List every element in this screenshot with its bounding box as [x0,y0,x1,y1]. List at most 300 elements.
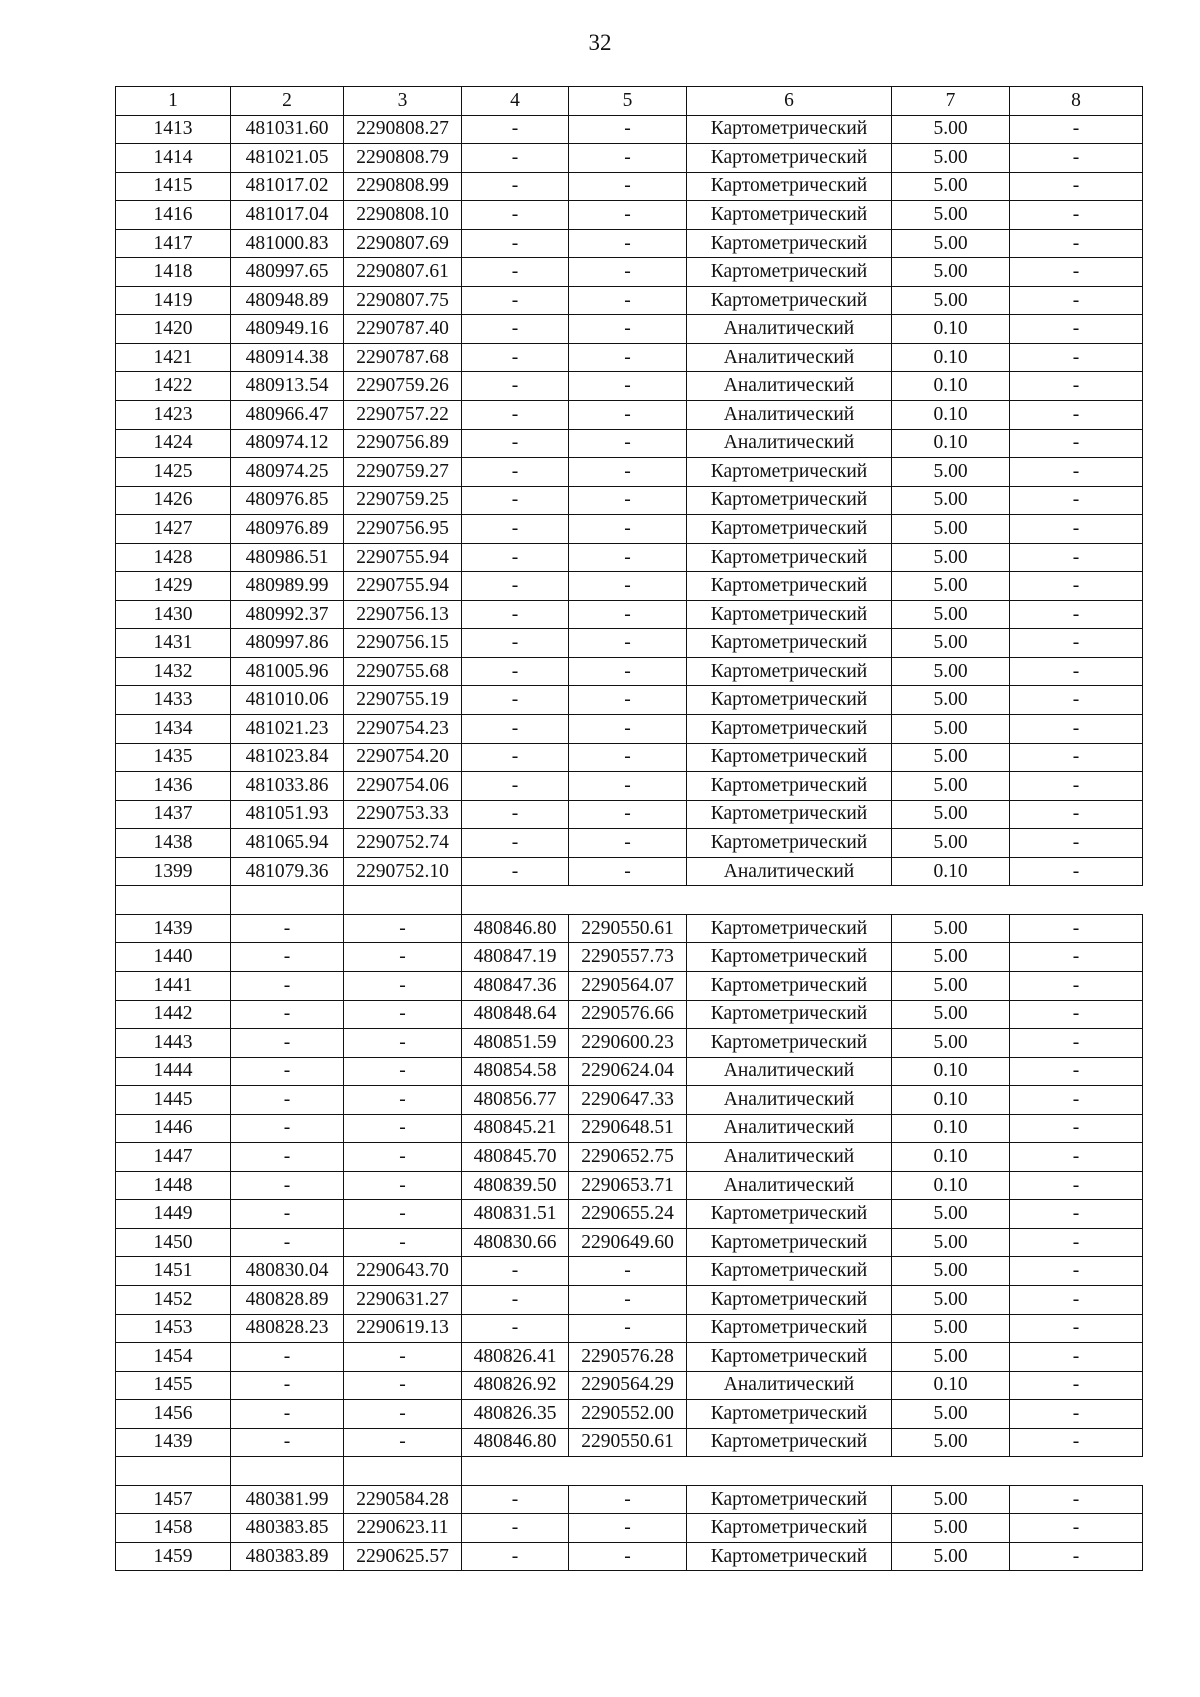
table-cell-col-4: - [462,1314,569,1343]
table-cell-col-4: 480826.92 [462,1371,569,1400]
table-cell-col-1: 1438 [116,829,231,858]
table-cell-col-2: - [231,1000,344,1029]
table-cell-col-4: - [462,172,569,201]
table-cell-col-7: 0.10 [892,401,1010,430]
table-cell-col-2: - [231,1400,344,1429]
table-cell-col-1: 1458 [116,1514,231,1543]
table-cell-col-7: 5.00 [892,1000,1010,1029]
table-cell-col-3: 2290787.68 [344,343,462,372]
header-cell-5: 5 [569,87,687,116]
table-cell-col-7: 5.00 [892,1514,1010,1543]
table-cell-col-4: 480839.50 [462,1171,569,1200]
table-cell-col-3: 2290807.75 [344,286,462,315]
table-cell-col-3: 2290756.15 [344,629,462,658]
table-cell-col-2: 480383.85 [231,1514,344,1543]
empty-cell [231,1457,344,1486]
table-cell-col-7: 5.00 [892,229,1010,258]
header-cell-6: 6 [687,87,892,116]
table-cell-col-5: - [569,743,687,772]
table-cell-col-3: - [344,1000,462,1029]
table-row [116,1086,1143,1115]
table-cell-col-2: 480992.37 [231,600,344,629]
table-cell-col-4: - [462,1514,569,1543]
table-cell-col-5: - [569,686,687,715]
table-cell-col-8: - [1010,1542,1143,1571]
table-cell-col-4: 480851.59 [462,1029,569,1058]
table-cell-col-4: 480846.80 [462,914,569,943]
table-cell-col-6: Картометрический [687,286,892,315]
table-cell-col-2: 481017.02 [231,172,344,201]
table-cell-col-2: - [231,1086,344,1115]
table-cell-col-1: 1437 [116,800,231,829]
table-cell-col-6: Картометрический [687,1485,892,1514]
table-cell-col-6: Аналитический [687,401,892,430]
table-cell-col-5: - [569,772,687,801]
table-cell-col-1: 1419 [116,286,231,315]
table-cell-col-8: - [1010,1428,1143,1457]
header-cell-3: 3 [344,87,462,116]
table-cell-col-6: Картометрический [687,486,892,515]
table-row [116,1143,1143,1172]
empty-cell [462,886,1143,915]
table-cell-col-2: 480913.54 [231,372,344,401]
table-cell-col-3: - [344,1228,462,1257]
table-cell-col-7: 5.00 [892,1285,1010,1314]
table-cell-col-7: 5.00 [892,543,1010,572]
table-cell-col-4: 480847.19 [462,943,569,972]
table-row [116,343,1143,372]
table-cell-col-5: - [569,1257,687,1286]
table-row [116,458,1143,487]
table-cell-col-5: - [569,229,687,258]
table-cell-col-3: 2290753.33 [344,800,462,829]
table-cell-col-4: 480845.70 [462,1143,569,1172]
table-cell-col-1: 1433 [116,686,231,715]
table-cell-col-4: - [462,857,569,886]
table-cell-col-8: - [1010,1086,1143,1115]
table-cell-col-8: - [1010,1257,1143,1286]
empty-cell [344,1457,462,1486]
table-cell-col-1: 1447 [116,1143,231,1172]
table-cell-col-6: Картометрический [687,1228,892,1257]
table-cell-col-1: 1421 [116,343,231,372]
header-cell-1: 1 [116,87,231,116]
table-cell-col-2: 480976.89 [231,515,344,544]
table-cell-col-7: 0.10 [892,343,1010,372]
table-cell-col-7: 5.00 [892,172,1010,201]
table-cell-col-2: - [231,1171,344,1200]
table-cell-col-7: 5.00 [892,1228,1010,1257]
table-cell-col-4: 480848.64 [462,1000,569,1029]
table-cell-col-8: - [1010,1371,1143,1400]
table-cell-col-6: Картометрический [687,772,892,801]
table-cell-col-7: 5.00 [892,258,1010,287]
table-cell-col-3: 2290619.13 [344,1314,462,1343]
table-row [116,971,1143,1000]
table-row [116,201,1143,230]
table-cell-col-7: 5.00 [892,1542,1010,1571]
table-cell-col-8: - [1010,515,1143,544]
table-cell-col-5: 2290576.66 [569,1000,687,1029]
table-cell-col-3: 2290755.68 [344,657,462,686]
table-cell-col-2: - [231,1371,344,1400]
table-cell-col-8: - [1010,1200,1143,1229]
table-cell-col-5: - [569,857,687,886]
table-row [116,229,1143,258]
table-cell-col-5: - [569,515,687,544]
table-row [116,657,1143,686]
table-cell-col-5: 2290647.33 [569,1086,687,1115]
table-cell-col-1: 1454 [116,1343,231,1372]
table-cell-col-5: - [569,1285,687,1314]
table-cell-col-5: 2290648.51 [569,1114,687,1143]
table-cell-col-6: Картометрический [687,458,892,487]
table-cell-col-1: 1415 [116,172,231,201]
table-cell-col-8: - [1010,829,1143,858]
table-cell-col-3: - [344,1114,462,1143]
table-cell-col-6: Картометрический [687,1000,892,1029]
table-cell-col-1: 1418 [116,258,231,287]
table-cell-col-5: - [569,1542,687,1571]
table-cell-col-4: 480847.36 [462,971,569,1000]
table-cell-col-1: 1413 [116,115,231,144]
table-cell-col-4: - [462,486,569,515]
table-cell-col-2: 480828.89 [231,1285,344,1314]
table-cell-col-5: - [569,629,687,658]
table-cell-col-1: 1456 [116,1400,231,1429]
table-cell-col-1: 1442 [116,1000,231,1029]
table-cell-col-8: - [1010,657,1143,686]
table-cell-col-8: - [1010,715,1143,744]
table-cell-col-7: 5.00 [892,914,1010,943]
table-cell-col-3: - [344,1029,462,1058]
table-cell-col-3: 2290756.89 [344,429,462,458]
table-cell-col-3: 2290808.99 [344,172,462,201]
table-cell-col-5: 2290600.23 [569,1029,687,1058]
table-cell-col-6: Картометрический [687,1514,892,1543]
table-cell-col-4: - [462,743,569,772]
table-cell-col-7: 5.00 [892,486,1010,515]
table-cell-col-3: 2290787.40 [344,315,462,344]
table-cell-col-3: 2290755.94 [344,543,462,572]
table-cell-col-8: - [1010,1000,1143,1029]
table-cell-col-1: 1446 [116,1114,231,1143]
table-row [116,1371,1143,1400]
table-cell-col-3: - [344,1200,462,1229]
table-cell-col-4: - [462,229,569,258]
table-cell-col-6: Картометрический [687,743,892,772]
table-row [116,286,1143,315]
table-row [116,1171,1143,1200]
table-cell-col-7: 0.10 [892,1371,1010,1400]
header-cell-4: 4 [462,87,569,116]
table-cell-col-5: - [569,1485,687,1514]
table-row [116,1285,1143,1314]
table-cell-col-3: 2290631.27 [344,1285,462,1314]
table-cell-col-7: 0.10 [892,1057,1010,1086]
table-cell-col-7: 5.00 [892,600,1010,629]
table-cell-col-6: Аналитический [687,1086,892,1115]
table-cell-col-1: 1425 [116,458,231,487]
table-cell-col-7: 5.00 [892,715,1010,744]
table-cell-col-3: 2290754.20 [344,743,462,772]
table-cell-col-3: 2290808.79 [344,144,462,173]
table-cell-col-6: Картометрический [687,800,892,829]
table-cell-col-5: 2290624.04 [569,1057,687,1086]
table-cell-col-4: - [462,1542,569,1571]
table-cell-col-3: - [344,1428,462,1457]
table-cell-col-2: 480974.25 [231,458,344,487]
table-cell-col-4: - [462,572,569,601]
table-cell-col-2: 481017.04 [231,201,344,230]
table-cell-col-4: - [462,829,569,858]
table-cell-col-2: 481065.94 [231,829,344,858]
table-cell-col-8: - [1010,486,1143,515]
table-cell-col-8: - [1010,686,1143,715]
table-cell-col-1: 1450 [116,1228,231,1257]
table-cell-col-5: - [569,201,687,230]
table-cell-col-8: - [1010,144,1143,173]
table-cell-col-5: - [569,715,687,744]
table-cell-col-4: - [462,372,569,401]
table-cell-col-2: 480966.47 [231,401,344,430]
table-cell-col-8: - [1010,572,1143,601]
table-cell-col-2: 481031.60 [231,115,344,144]
table-cell-col-5: - [569,486,687,515]
table-cell-col-8: - [1010,1314,1143,1343]
table-cell-col-2: - [231,1057,344,1086]
table-cell-col-5: - [569,600,687,629]
table-cell-col-2: 480914.38 [231,343,344,372]
table-cell-col-5: 2290649.60 [569,1228,687,1257]
table-cell-col-7: 0.10 [892,1171,1010,1200]
table-cell-col-5: 2290564.29 [569,1371,687,1400]
table-cell-col-2: - [231,971,344,1000]
table-cell-col-1: 1439 [116,914,231,943]
table-cell-col-8: - [1010,115,1143,144]
table-row [116,1314,1143,1343]
table-row [116,115,1143,144]
table-cell-col-5: - [569,144,687,173]
table-cell-col-7: 5.00 [892,629,1010,658]
table-row [116,1200,1143,1229]
table-cell-col-8: - [1010,201,1143,230]
table-cell-col-7: 5.00 [892,1485,1010,1514]
table-cell-col-3: 2290756.95 [344,515,462,544]
table-cell-col-3: - [344,943,462,972]
table-cell-col-1: 1452 [116,1285,231,1314]
table-cell-col-8: - [1010,800,1143,829]
table-row [116,1400,1143,1429]
table-cell-col-8: - [1010,1485,1143,1514]
table-cell-col-1: 1457 [116,1485,231,1514]
table-cell-col-8: - [1010,229,1143,258]
table-row [116,800,1143,829]
table-row [116,686,1143,715]
table-cell-col-3: 2290759.25 [344,486,462,515]
table-cell-col-5: 2290652.75 [569,1143,687,1172]
table-cell-col-3: - [344,1057,462,1086]
table-cell-col-7: 5.00 [892,1257,1010,1286]
table-row [116,743,1143,772]
table-row [116,429,1143,458]
table-cell-col-7: 5.00 [892,1400,1010,1429]
table-body [116,115,1143,1571]
table-cell-col-5: - [569,401,687,430]
table-cell-col-6: Аналитический [687,429,892,458]
table-cell-col-5: - [569,543,687,572]
table-cell-col-3: 2290752.74 [344,829,462,858]
table-cell-col-7: 5.00 [892,686,1010,715]
table-cell-col-8: - [1010,629,1143,658]
table-cell-col-8: - [1010,315,1143,344]
table-cell-col-4: 480826.41 [462,1343,569,1372]
table-cell-col-5: - [569,343,687,372]
table-cell-col-5: - [569,458,687,487]
table-cell-col-6: Картометрический [687,600,892,629]
table-cell-col-6: Картометрический [687,201,892,230]
table-cell-col-2: 481005.96 [231,657,344,686]
table-cell-col-6: Картометрический [687,686,892,715]
table-cell-col-6: Аналитический [687,315,892,344]
table-cell-col-4: - [462,772,569,801]
table-cell-col-4: - [462,515,569,544]
table-cell-col-6: Картометрический [687,229,892,258]
table-cell-col-6: Картометрический [687,543,892,572]
table-cell-col-1: 1435 [116,743,231,772]
table-row [116,1542,1143,1571]
table-cell-col-3: 2290623.11 [344,1514,462,1543]
table-cell-col-2: 481000.83 [231,229,344,258]
table-cell-col-1: 1399 [116,857,231,886]
table-row [116,829,1143,858]
table-cell-col-6: Картометрический [687,258,892,287]
table-cell-col-6: Аналитический [687,1143,892,1172]
table-cell-col-4: 480845.21 [462,1114,569,1143]
table-cell-col-4: - [462,286,569,315]
table-cell-col-7: 5.00 [892,1428,1010,1457]
table-cell-col-7: 5.00 [892,1200,1010,1229]
table-cell-col-6: Картометрический [687,1428,892,1457]
table-cell-col-8: - [1010,743,1143,772]
table-cell-col-2: 480828.23 [231,1314,344,1343]
table-cell-col-1: 1414 [116,144,231,173]
table-cell-col-2: - [231,943,344,972]
table-cell-col-2: 480997.65 [231,258,344,287]
header-cell-2: 2 [231,87,344,116]
table-cell-col-4: 480830.66 [462,1228,569,1257]
table-cell-col-2: - [231,1343,344,1372]
table-cell-col-4: 480854.58 [462,1057,569,1086]
table-cell-col-4: 480856.77 [462,1086,569,1115]
table-cell-col-2: 481079.36 [231,857,344,886]
table-cell-col-6: Картометрический [687,1343,892,1372]
table-row [116,715,1143,744]
table-cell-col-6: Картометрический [687,1257,892,1286]
table-cell-col-7: 5.00 [892,1343,1010,1372]
table-cell-col-5: 2290557.73 [569,943,687,972]
table-cell-col-7: 0.10 [892,1086,1010,1115]
table-cell-col-7: 5.00 [892,772,1010,801]
table-cell-col-2: 480949.16 [231,315,344,344]
table-cell-col-6: Картометрический [687,572,892,601]
table-cell-col-1: 1449 [116,1200,231,1229]
table-cell-col-3: 2290807.61 [344,258,462,287]
table-cell-col-1: 1428 [116,543,231,572]
table-cell-col-7: 5.00 [892,943,1010,972]
table-cell-col-2: - [231,914,344,943]
empty-cell [462,1457,1143,1486]
table-cell-col-8: - [1010,343,1143,372]
table-row [116,1514,1143,1543]
table-row [116,772,1143,801]
table-cell-col-1: 1443 [116,1029,231,1058]
table-row [116,1057,1143,1086]
table-cell-col-4: - [462,258,569,287]
table-cell-col-3: - [344,914,462,943]
table-cell-col-4: - [462,715,569,744]
table-header [116,87,1143,116]
table-cell-col-8: - [1010,258,1143,287]
table-cell-col-1: 1436 [116,772,231,801]
table-cell-col-1: 1420 [116,315,231,344]
table-row [116,857,1143,886]
table-cell-col-1: 1448 [116,1171,231,1200]
table-cell-col-6: Картометрический [687,1542,892,1571]
table-cell-col-6: Картометрический [687,971,892,1000]
table-cell-col-6: Картометрический [687,144,892,173]
table-cell-col-6: Картометрический [687,115,892,144]
table-cell-col-7: 5.00 [892,286,1010,315]
table-cell-col-5: - [569,1514,687,1543]
table-cell-col-5: 2290655.24 [569,1200,687,1229]
table-cell-col-4: 480826.35 [462,1400,569,1429]
table-cell-col-2: 480989.99 [231,572,344,601]
table-row [116,914,1143,943]
table-cell-col-8: - [1010,772,1143,801]
header-cell-8: 8 [1010,87,1143,116]
table-cell-col-1: 1434 [116,715,231,744]
table-cell-col-6: Аналитический [687,372,892,401]
table-cell-col-7: 5.00 [892,743,1010,772]
table-cell-col-4: - [462,686,569,715]
table-cell-col-2: 480830.04 [231,1257,344,1286]
table-cell-col-6: Картометрический [687,829,892,858]
table-cell-col-4: - [462,201,569,230]
table-cell-col-4: - [462,1285,569,1314]
table-cell-col-7: 5.00 [892,201,1010,230]
table-cell-col-1: 1427 [116,515,231,544]
table-cell-col-2: 480997.86 [231,629,344,658]
page-number: 32 [588,30,612,55]
table-cell-col-4: - [462,543,569,572]
table-cell-col-3: - [344,1171,462,1200]
table-cell-col-8: - [1010,286,1143,315]
table-cell-col-8: - [1010,600,1143,629]
table-cell-col-1: 1422 [116,372,231,401]
table-cell-col-7: 5.00 [892,829,1010,858]
table-cell-col-8: - [1010,543,1143,572]
table-cell-col-8: - [1010,1343,1143,1372]
table-cell-col-5: 2290550.61 [569,914,687,943]
table-cell-col-1: 1417 [116,229,231,258]
table-cell-col-1: 1426 [116,486,231,515]
table-cell-col-2: 480383.89 [231,1542,344,1571]
table-cell-col-1: 1416 [116,201,231,230]
table-cell-col-2: - [231,1029,344,1058]
table-row [116,943,1143,972]
table-row [116,258,1143,287]
